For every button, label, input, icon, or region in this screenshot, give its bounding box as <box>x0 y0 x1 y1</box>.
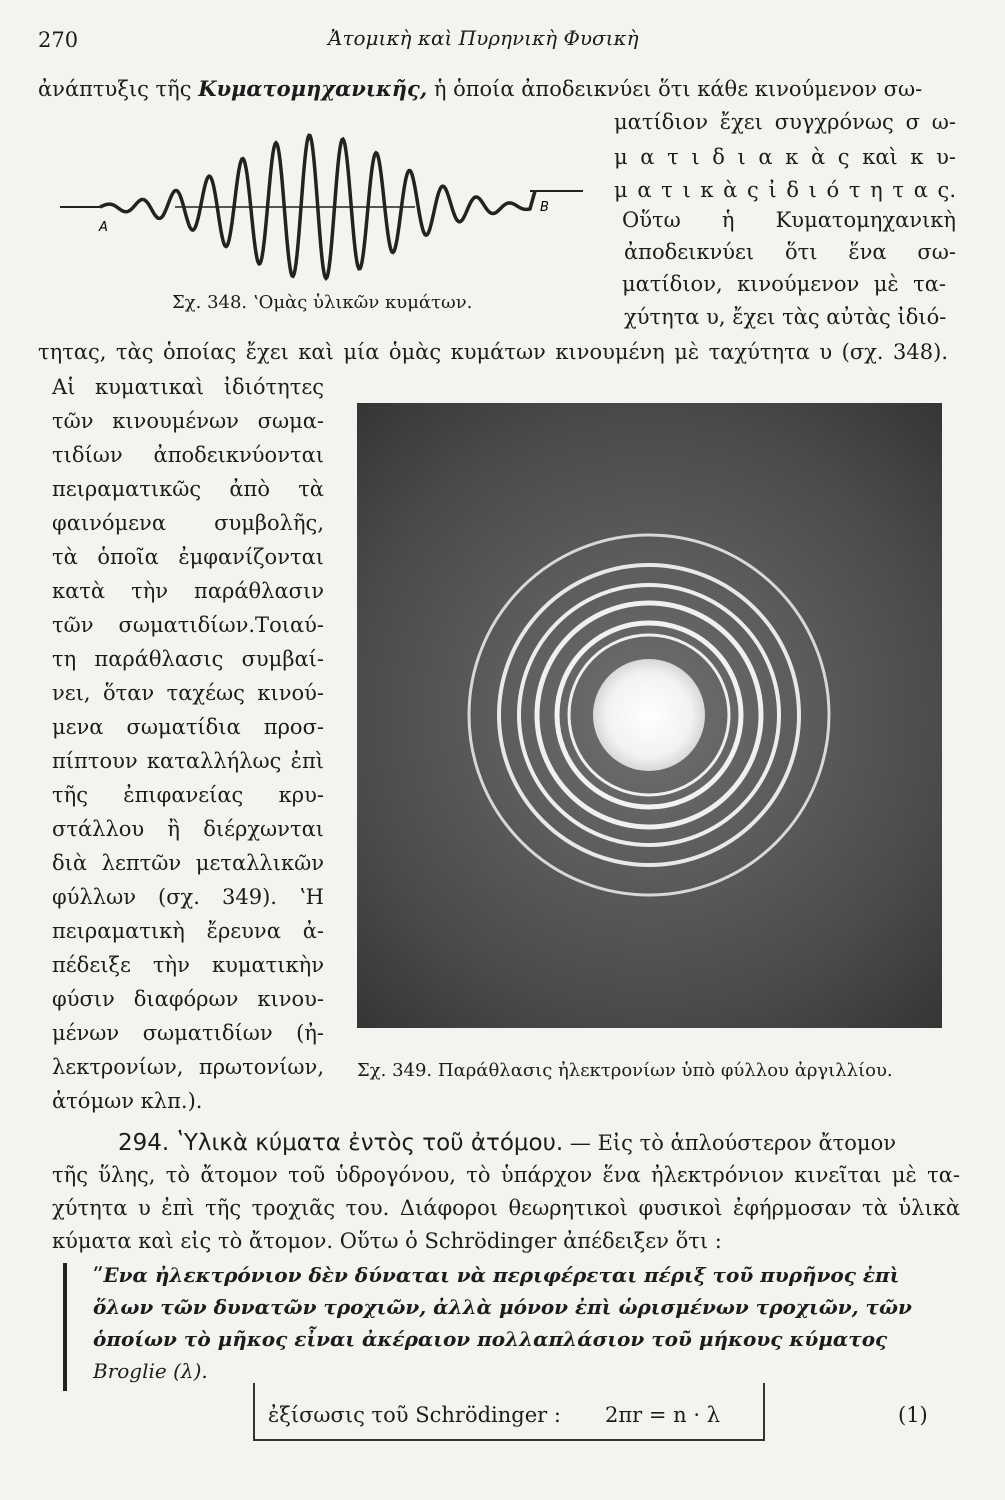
label-a: A <box>99 220 108 235</box>
left-column-line: μενα σωματίδια προσ- <box>52 715 324 739</box>
schrodinger-rule-box <box>63 1263 972 1391</box>
rule-line: ʺΕνα ἠλεκτρόνιον δὲν δύναται νὰ περιφέρεται πέριξ τοῦ πυρῆνος ἐπὶ <box>93 1263 900 1287</box>
intro-full-line: τητας, τὰς ὁποίας ἔχει καὶ μία ὁμὰς κυμάτων κινουμένη μὲ ταχύτητα υ (σχ. 348). <box>38 340 948 364</box>
intro-right-line: μ α τ ι κ ὰ ς ἰ δ ι ό τ η τ α ς. <box>614 178 956 202</box>
intro-right-line: ἀποδεικνύει ὅτι ἕνα σω- <box>624 240 956 264</box>
intro-right-line: μ α τ ι δ ι α κ ὰ ς καὶ κ υ- <box>614 145 956 169</box>
intro-right-line: ματίδιον ἔχει συγχρόνως σ ω- <box>614 110 956 134</box>
equation-number: (1) <box>898 1403 928 1427</box>
section-heading-line <box>118 1130 958 1156</box>
left-column-line: τη παράθλασις συμβαί- <box>52 647 324 671</box>
page-number: 270 <box>38 28 79 52</box>
left-column-line: κατὰ τὴν παράθλασιν <box>52 579 324 603</box>
left-column-line: λεκτρονίων, πρωτονίων, <box>52 1055 324 1079</box>
intro-right-line: ματίδιον, κινούμενον μὲ τα- <box>622 272 946 296</box>
wave-packet-figure <box>55 125 600 285</box>
left-column-line: διὰ λεπτῶν μεταλλικῶν <box>52 851 324 875</box>
central-spot <box>593 659 705 771</box>
left-column-line: Αἱ κυματικαὶ ἰδιότητες <box>52 375 324 399</box>
left-column-line: τῶν κινουμένων σωμα- <box>52 409 324 433</box>
rule-line: Broglie (λ). <box>93 1359 208 1383</box>
equation-formula: 2πr = n · λ <box>605 1403 721 1427</box>
rule-line: ὅλων τῶν δυνατῶν τροχιῶν, ἀλλὰ μόνον ἐπὶ ὡρισμένων τροχιῶν, τῶν <box>93 1295 912 1319</box>
left-column-line: πέδειξε τὴν κυματικὴν <box>52 953 324 977</box>
rule-line: ὁποίων τὸ μῆκος εἶναι ἀκέραιον πολλαπλάσιον τοῦ μήκους κύματος <box>93 1327 888 1351</box>
section-line: χύτητα υ ἐπὶ τῆς τροχιᾶς του. Διάφοροι θεωρητικοὶ φυσικοὶ ἐφήρμοσαν τὰ ὑλικὰ <box>52 1196 960 1220</box>
intro-suffix: ἡ ὁποία ἀποδεικνύει ὅτι κάθε κινούμενον σω- <box>427 77 923 101</box>
left-column-line: πίπτουν καταλλήλως ἐπὶ <box>52 749 324 773</box>
intro-right-line: Οὕτω ἡ Κυματομηχανικὴ <box>622 208 956 232</box>
left-column-line: τιδίων ἀποδεικνύονται <box>52 443 324 467</box>
intro-right-line: χύτητα υ, ἔχει τὰς αὐτὰς ἰδιό- <box>624 305 947 329</box>
wave-mechanics-term: Κυματομηχανικῆς, <box>198 76 428 101</box>
left-column-line: μένων σωματιδίων (ἠ- <box>52 1021 324 1045</box>
equation-label: ἐξίσωσις τοῦ Schrödinger : <box>268 1403 561 1427</box>
running-title: Ἀτομικὴ καὶ Πυρηνικὴ Φυσικὴ <box>328 26 639 50</box>
left-column-line: φύσιν διαφόρων κινου- <box>52 987 324 1011</box>
left-column-line: στάλλου ἢ διέρχωνται <box>52 817 324 841</box>
intro-line-1 <box>38 76 922 101</box>
label-b: B <box>540 200 549 215</box>
left-column-line: τὰ ὁποῖα ἐμφανίζονται <box>52 545 324 569</box>
left-column-line: πειραματικὴ ἔρευνα ἀ- <box>52 919 324 943</box>
section-heading: 294. ʽΥλικὰ κύματα ἐντὸς τοῦ ἀτόμου. <box>118 1130 564 1156</box>
electron-diffraction-photo <box>357 403 942 1028</box>
left-column-line: τῶν σωματιδίων.Τοιαύ- <box>52 613 324 637</box>
figure-348-caption: Σχ. 348. ʽΟμὰς ὑλικῶν κυμάτων. <box>172 292 473 313</box>
section-line: κύματα καὶ εἰς τὸ ἄτομον. Οὕτω ὁ Schrödinger ἀπέδειξεν ὅτι : <box>52 1229 722 1253</box>
left-column-line: φύλλων (σχ. 349). ʽΗ <box>52 885 324 909</box>
diffraction-rings <box>357 403 942 1028</box>
section-line: τῆς ὕλης, τὸ ἄτομον τοῦ ὑδρογόνου, τὸ ὑπάρχον ἕνα ἠλεκτρόνιον κινεῖται μὲ τα- <box>52 1163 960 1187</box>
left-column-line: πειραματικῶς ἀπὸ τὰ <box>52 477 324 501</box>
left-column-line: τῆς ἐπιφανείας κρυ- <box>52 783 324 807</box>
left-column-line: φαινόμενα συμβολῆς, <box>52 511 324 535</box>
section-heading-rest: — Εἰς τὸ ἁπλούστερον ἄτομον <box>563 1131 896 1155</box>
left-column-line: ἀτόμων κλπ.). <box>52 1089 203 1113</box>
wave-curve <box>100 135 535 278</box>
figure-349-caption: Σχ. 349. Παράθλασις ἠλεκτρονίων ὑπὸ φύλλου ἀργιλλίου. <box>357 1060 893 1081</box>
intro-prefix: ἀνάπτυξις τῆς <box>38 77 199 101</box>
left-column-line: νει, ὅταν ταχέως κινού- <box>52 681 324 705</box>
